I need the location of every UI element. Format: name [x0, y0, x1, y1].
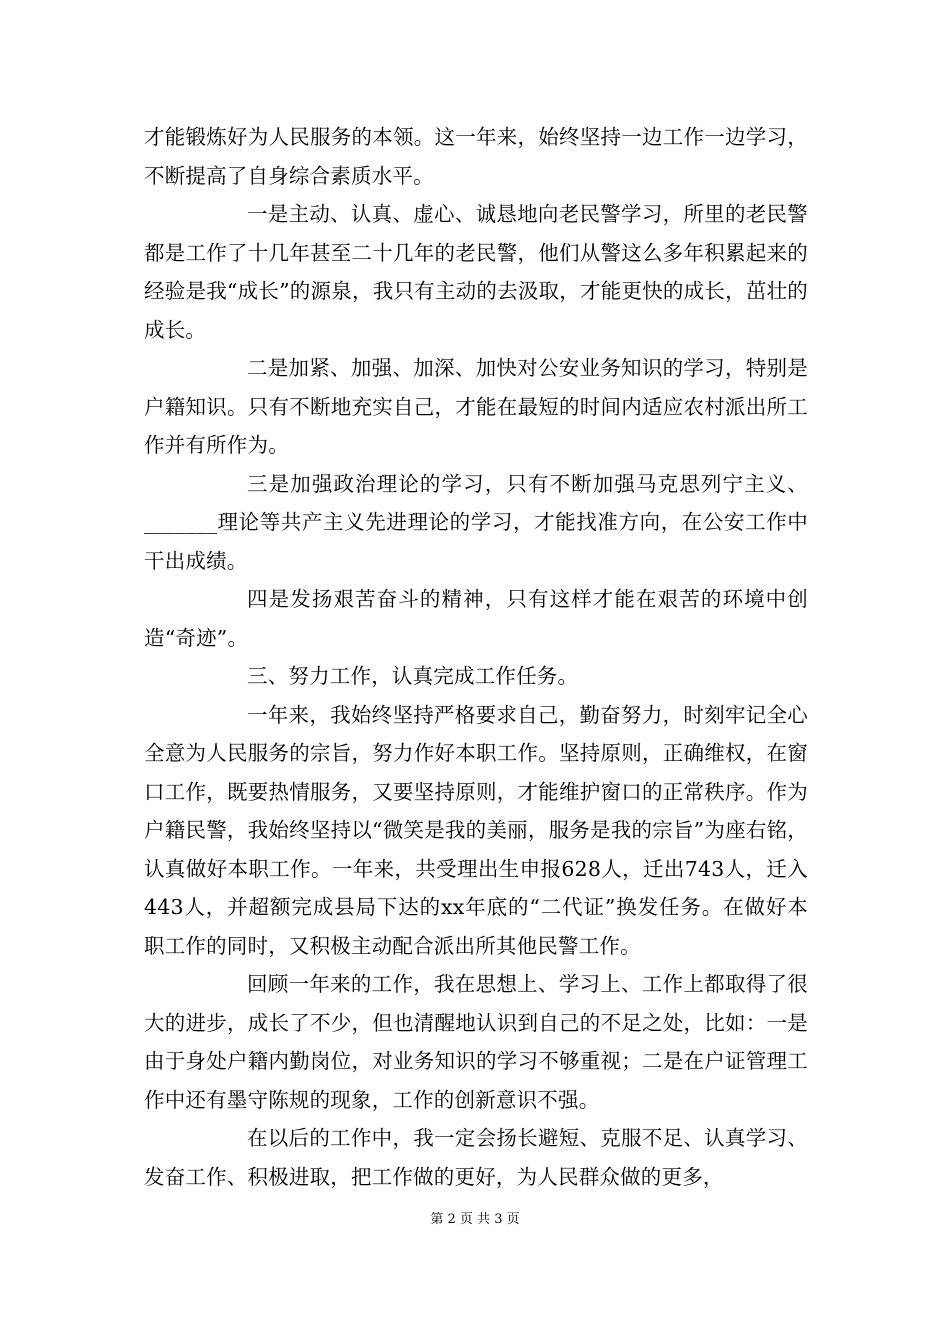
paragraph-2: 一是主动、认真、虚心、诚恳地向老民警学习，所里的老民警都是工作了十几年甚至二十几年的老民警，他们从警这么多年积累起来的经验是我“成长”的源泉，我只有主动的去汲取，才能更快的成长，茁壮的成长。 [144, 202, 808, 342]
paragraph-7: 一年来，我始终坚持严格要求自己，勤奋努力，时刻牢记全心全意为人民服务的宗旨，努力作好本职工作。坚持原则，正确维权，在窗口工作，既要热情服务，又要坚持原则，才能维护窗口的正常秩序。作为户籍民警，我始终坚持以“微笑是我的美丽，服务是我的宗旨”为座右铭，认真做好本职工作。一年来，共受理出生申报628人，迁出743人，迁入443人，并超额完成县局下达的xx年底的“二代证”换发任务。在做好本职工作的同时，又积极主动配合派出所其他民警工作。 [144, 702, 808, 958]
paragraph-8: 回顾一年来的工作，我在思想上、学习上、工作上都取得了很大的进步，成长了不少，但也清醒地认识到自己的不足之处，比如：一是由于身处户籍内勤岗位，对业务知识的学习不够重视；二是在户证管理工作中还有墨守陈规的现象，工作的创新意识不强。 [144, 972, 808, 1112]
paragraph-5: 四是发扬艰苦奋斗的精神，只有这样才能在艰苦的环境中创造“奇迹”。 [144, 587, 808, 650]
document-body [144, 118, 808, 1196]
paragraph-9: 在以后的工作中，我一定会扬长避短、克服不足、认真学习、发奋工作、积极进取，把工作做的更好，为人民群众做的更多， [144, 1126, 808, 1189]
paragraph-4: 三是加强政治理论的学习，只有不断加强马克思列宁主义、_______理论等共产主义先进理论的学习，才能找准方向，在公安工作中干出成绩。 [144, 471, 808, 573]
section-heading: 三、努力工作，认真完成工作任务。 [247, 664, 579, 688]
paragraph-3: 二是加紧、加强、加深、加快对公安业务知识的学习，特别是户籍知识。只有不断地充实自己，才能在最短的时间内适应农村派出所工作并有所作为。 [144, 356, 808, 457]
paragraph-1: 才能锻炼好为人民服务的本领。这一年来，始终坚持一边工作一边学习，不断提高了自身综合素质水平。 [144, 125, 808, 188]
page-number-footer: 第 2 页 共 3 页 [430, 1212, 520, 1227]
